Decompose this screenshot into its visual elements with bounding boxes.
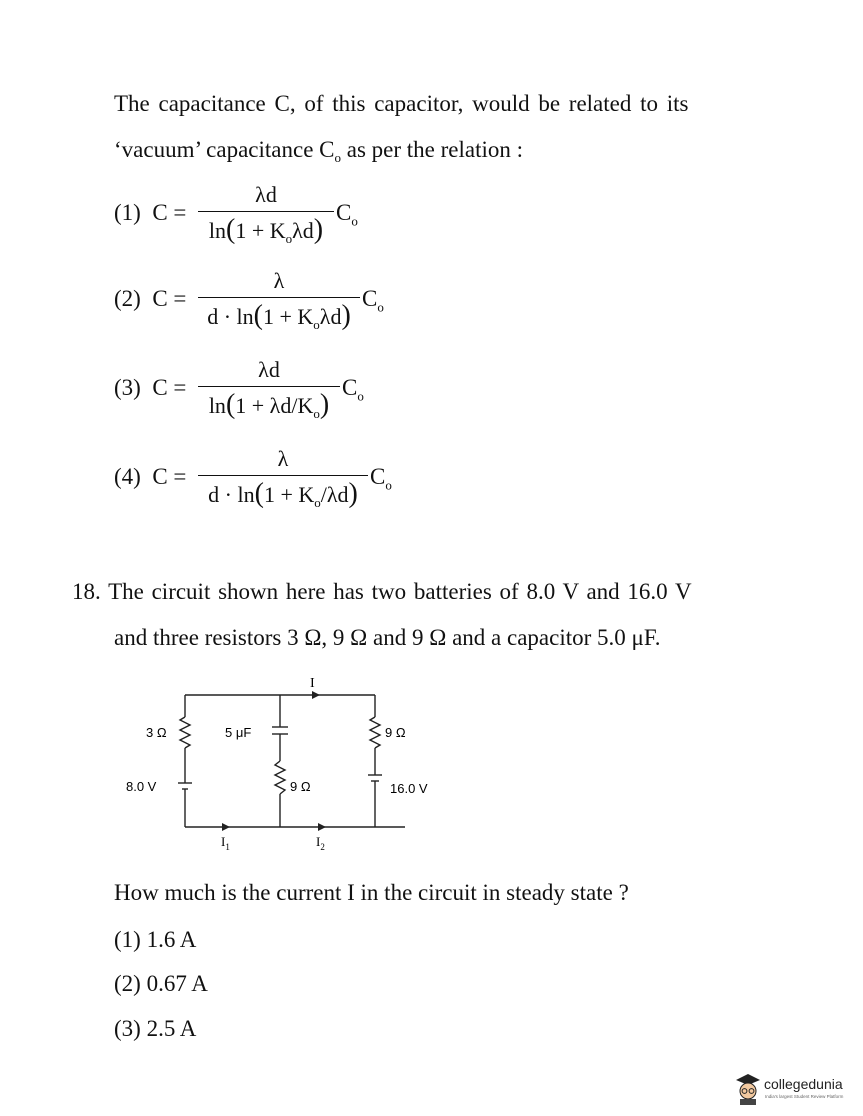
circuit-label-I: I <box>310 676 315 691</box>
q18-line-2: and three resistors 3 Ω, 9 Ω and 9 Ω and a capacitor 5.0 μF. <box>114 625 661 650</box>
option-1-fraction: λd $\ln(1 + K_o\lambda d)$ <box>198 182 334 247</box>
option-3-label: (3) C = <box>114 375 187 400</box>
logo-name: collegedunia <box>764 1076 843 1092</box>
option-1-label: (1) C = <box>114 200 187 225</box>
circuit-label-9ohm-right: 9 Ω <box>385 725 406 740</box>
circuit-label-cap: 5 μF <box>225 725 252 740</box>
intro-line-1: The capacitance C, of this capacitor, would be related to its <box>114 91 689 116</box>
option-4-co: $C_o$ <box>370 464 392 493</box>
q18-question: How much is the current I in the circuit in steady state ? <box>114 880 629 905</box>
option-3-fraction: λd $\ln(1 + \lambda d/K_o)$ <box>198 357 340 422</box>
q18-line-1: 18. The circuit shown here has two batteries of 8.0 V and 16.0 V <box>72 579 692 604</box>
q18-option-3: (3) 2.5 A <box>114 1016 197 1041</box>
q18-option-1: (1) 1.6 A <box>114 927 197 952</box>
circuit-label-16v: 16.0 V <box>390 781 428 796</box>
circuit-diagram <box>100 665 460 865</box>
circuit-label-9ohm-mid: 9 Ω <box>290 779 311 794</box>
circuit-label-I2: $I_2$ <box>316 834 325 852</box>
option-4-label: (4) C = <box>114 464 187 489</box>
circuit-label-3ohm: 3 Ω <box>146 725 167 740</box>
logo-tagline: India's largest Student Review Platform <box>765 1094 844 1099</box>
intro-line-2: ‘vacuum’ capacitance $C_o$ as per the relation : <box>114 137 524 165</box>
circuit-label-8v: 8.0 V <box>126 779 157 794</box>
option-2-fraction: λ $d \cdot \ln(1 + K_o\lambda d)$ <box>198 268 360 333</box>
option-1-co: $C_o$ <box>336 200 358 229</box>
option-2-co: $C_o$ <box>362 286 384 315</box>
graduate-icon <box>734 1072 762 1106</box>
circuit-label-I1: $I_1$ <box>221 834 230 852</box>
option-3-co: $C_o$ <box>342 375 364 404</box>
collegedunia-logo <box>734 1070 859 1110</box>
q18-option-2: (2) 0.67 A <box>114 971 208 996</box>
option-2-label: (2) C = <box>114 286 187 311</box>
option-4-fraction: λ $d \cdot \ln(1 + K_o/\lambda d)$ <box>198 446 368 511</box>
